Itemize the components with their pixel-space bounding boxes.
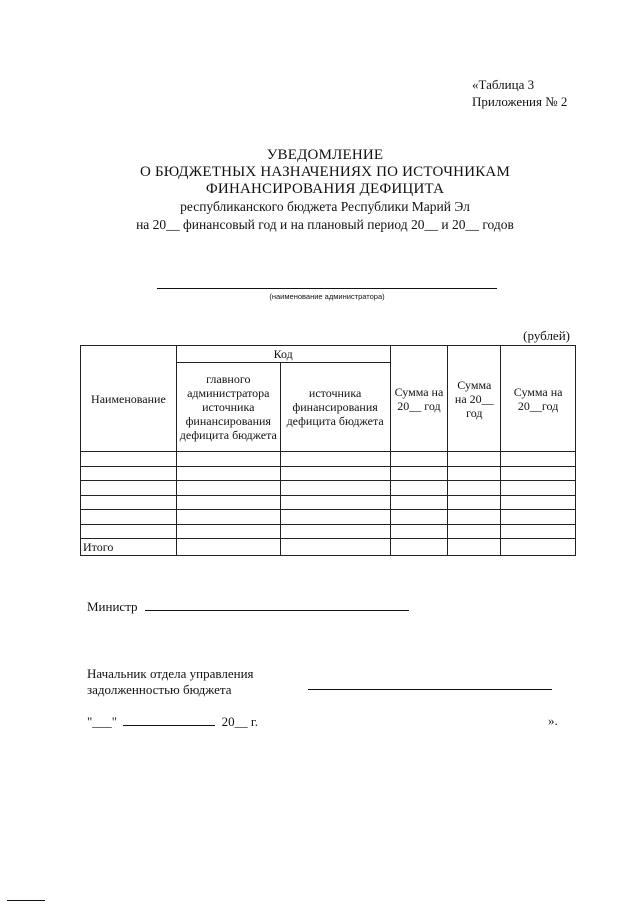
table-row	[81, 452, 576, 467]
department-head-signature-line[interactable]	[308, 689, 552, 690]
date-month-line[interactable]	[123, 713, 215, 726]
table-row	[81, 495, 576, 510]
administrator-name-line	[157, 288, 497, 289]
header-sum-3: Сумма на 20__год	[501, 346, 576, 452]
document-title	[60, 147, 590, 234]
department-head-signature	[87, 666, 254, 698]
appendix-number: Приложения № 2	[472, 94, 568, 109]
title-line-4: республиканского бюджета Республики Марий Эл	[180, 199, 470, 214]
header-code-admin: главного администратора источника финансирования дефицита бюджета	[176, 363, 280, 452]
minister-label: Министр	[87, 599, 138, 614]
budget-table	[80, 345, 576, 556]
header-sum-2: Сумма на 20__ год	[448, 346, 501, 452]
administrator-caption: (наименование администратора)	[269, 292, 385, 301]
table-row	[81, 466, 576, 481]
title-line-1: УВЕДОМЛЕНИЕ	[266, 147, 384, 163]
minister-signature	[87, 598, 409, 615]
table-row	[81, 481, 576, 496]
date-day: "___"	[87, 714, 118, 729]
header-name: Наименование	[81, 346, 177, 452]
header-code: Код	[176, 346, 390, 363]
closing-quote: ».	[548, 713, 558, 728]
title-line-2: О БЮДЖЕТНЫХ НАЗНАЧЕНИЯХ ПО ИСТОЧНИКАМ	[140, 164, 510, 180]
footnote-separator	[7, 900, 45, 901]
table-number: «Таблица 3	[472, 77, 535, 92]
department-head-title-2: задолженностью бюджета	[87, 682, 232, 697]
header-sum-1: Сумма на 20__ год	[390, 346, 448, 452]
date-year: 20__ г.	[221, 714, 258, 729]
table-reference	[440, 76, 570, 110]
signature-date	[87, 713, 258, 730]
table-row	[81, 524, 576, 539]
department-head-title-1: Начальник отдела управления	[87, 666, 254, 681]
minister-signature-line[interactable]	[145, 598, 409, 611]
total-row	[81, 539, 576, 556]
header-code-source: источника финансирования дефицита бюджета	[280, 363, 390, 452]
table-row	[81, 510, 576, 525]
total-label: Итого	[81, 539, 177, 556]
currency-unit: (рублей)	[523, 328, 570, 343]
title-line-5: на 20__ финансовый год и на плановый период 20__ и 20__ годов	[136, 217, 514, 232]
title-line-3: ФИНАНСИРОВАНИЯ ДЕФИЦИТА	[205, 181, 445, 197]
